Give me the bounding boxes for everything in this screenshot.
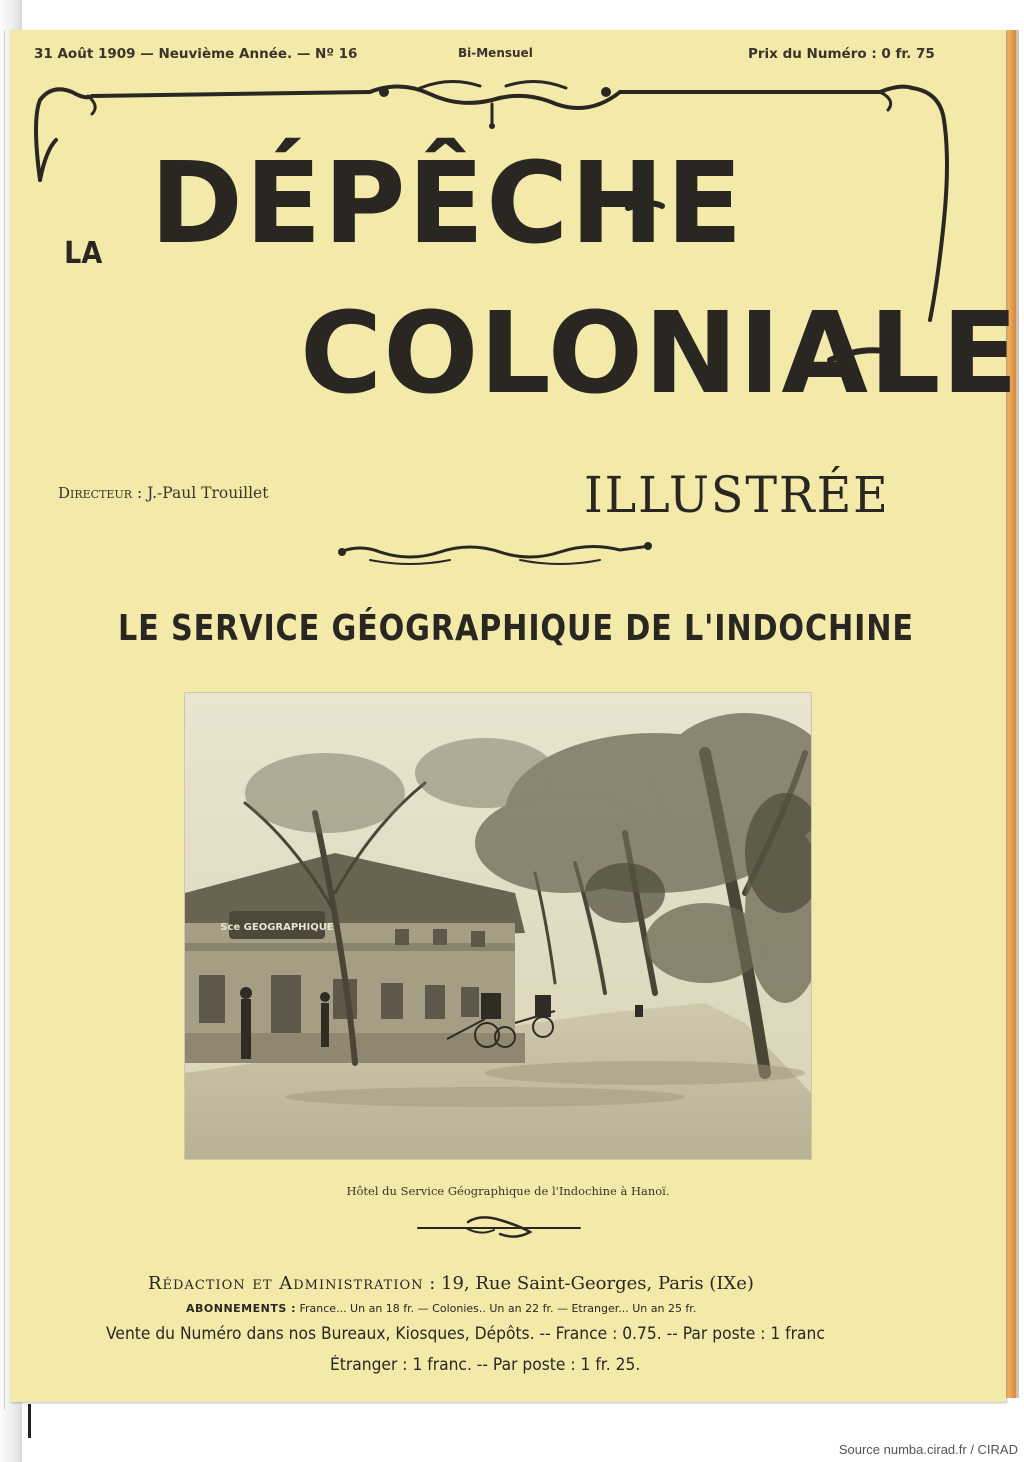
director-name: J.-Paul Trouillet — [147, 484, 269, 502]
spine-mark — [28, 1404, 31, 1438]
masthead-title-coloniale: COLONIALE — [300, 289, 1019, 419]
director-label: Directeur — [58, 484, 133, 502]
frequency-label: Bi-Mensuel — [458, 46, 533, 60]
foreign-price-line: Étranger : 1 franc. -- Par poste : 1 fr. 25. — [330, 1355, 641, 1374]
masthead-subtitle: ILLUSTRÉE — [584, 466, 890, 524]
editorial-address-text: : 19, Rue Saint-Georges, Paris (IXe) — [423, 1273, 754, 1294]
editorial-label: Rédaction et Administration — [148, 1273, 424, 1294]
source-credit: Source numba.cirad.fr / CIRAD — [838, 1442, 1018, 1457]
subscriptions-label: ABONNEMENTS : — [186, 1302, 296, 1315]
issue-date: 31 Août 1909 — Neuvième Année. — Nº 16 — [34, 46, 358, 62]
price-label: Prix du Numéro : 0 fr. 75 — [748, 46, 935, 62]
director-line: Directeur : J.-Paul Trouillet — [58, 484, 269, 502]
sales-line: Vente du Numéro dans nos Bureaux, Kiosques, Dépôts. -- France : 0.75. -- Par poste : 1 franc — [106, 1324, 825, 1343]
masthead-article: LA — [64, 236, 103, 271]
article-title: LE SERVICE GÉOGRAPHIQUE DE L'INDOCHINE — [118, 608, 914, 649]
subscriptions-rates: France... Un an 18 fr. — Colonies.. Un an 22 fr. — Etranger... Un an 25 fr. — [296, 1302, 697, 1315]
masthead-title-depeche: DÉPÊCHE — [150, 139, 745, 269]
building-sign: Sce GEOGRAPHIQUE — [220, 922, 334, 933]
photo-caption: Hôtel du Service Géographique de l'Indochine à Hanoï. — [346, 1184, 670, 1198]
subscriptions-line — [186, 1302, 696, 1315]
editorial-address — [148, 1273, 754, 1294]
